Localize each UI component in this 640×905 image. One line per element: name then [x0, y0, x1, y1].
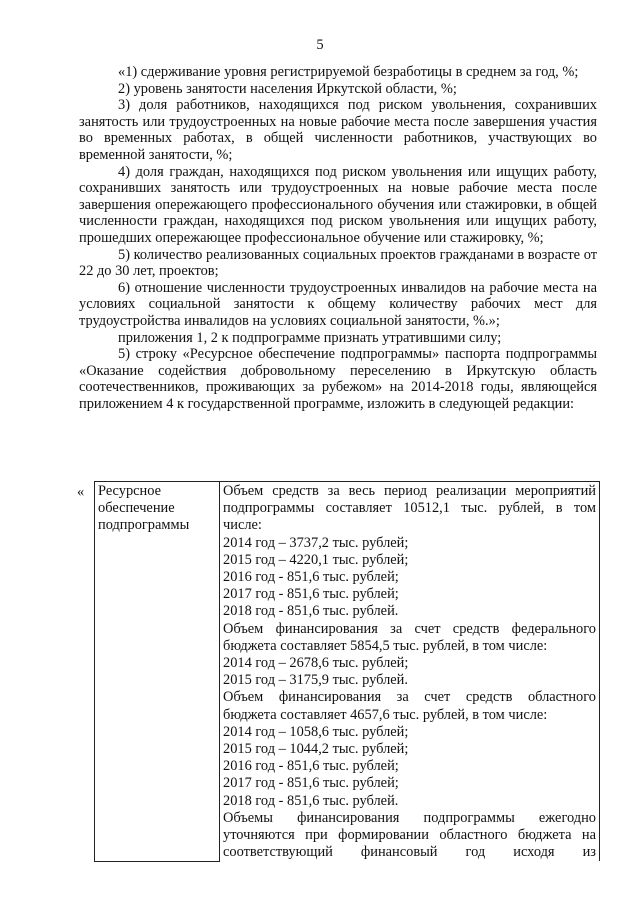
paragraph-indicator-4: 4) доля граждан, находящихся под риском увольнения или ищущих работу, сохранивших занятость или трудоустроенных на новые рабочие места после завершения опережающего профессионального обучения или стажировки, в общей численности граждан, находящихся под риском увольнения или ищущих работу, прошедших опережающее профессиональное обучение или стажировку, %;	[79, 163, 597, 246]
regional-year-line: 2014 год – 1058,6 тыс. рублей;	[223, 723, 409, 740]
row-label-cell: Ресурсное обеспечение подпрограммы	[95, 482, 220, 862]
page-number: 5	[316, 37, 324, 53]
row-content-cell	[220, 482, 600, 862]
federal-year-line: 2014 год – 2678,6 тыс. рублей;	[223, 655, 409, 672]
regional-year-line: 2015 год – 1044,2 тыс. рублей;	[223, 741, 409, 758]
total-year-line: 2016 год - 851,6 тыс. рублей;	[223, 569, 399, 586]
annual-adjustment-line: Объемы финансирования подпрограммы ежегодно	[223, 809, 596, 826]
document-body	[79, 64, 597, 412]
regional-year-line: 2018 год - 851,6 тыс. рублей.	[223, 792, 399, 809]
opening-quote-mark: «	[77, 484, 85, 500]
federal-funding-line: бюджета составляет 5854,5 тыс. рублей, в том числе:	[223, 637, 548, 654]
total-funding-line: числе:	[223, 517, 262, 534]
table-row	[95, 482, 600, 862]
paragraph-item-5: 5) строку «Ресурсное обеспечение подпрограммы» паспорта подпрограммы «Оказание содействия добровольному переселению в Иркутскую область соотечественников, проживающих за рубежом» на 2014-2018 годы, являющейся приложением 4 к государственной программе, изложить в следующей редакции:	[79, 346, 597, 412]
paragraph-appendices: приложения 1, 2 к подпрограмме признать утратившими силу;	[118, 329, 502, 346]
paragraph-indicator-1: «1) сдерживание уровня регистрируемой безработицы в среднем за год, %;	[118, 64, 579, 80]
regional-funding-line: Объем финансирования за счет средств областного	[223, 689, 596, 706]
federal-funding-line: Объем финансирования за счет средств федерального	[223, 620, 596, 637]
annual-adjustment-line: соответствующий финансовый год исходя из	[223, 844, 596, 861]
total-funding-line: подпрограммы составляет 10512,1 тыс. рублей, в том	[223, 500, 596, 517]
paragraph-indicator-3: 3) доля работников, находящихся под риском увольнения, сохранивших занятость или трудоустроенных на новые рабочие места после завершения участия во временных работах, в общей численности работников, участвующих во временной занятости, %;	[79, 97, 597, 163]
total-funding-line: Объем средств за весь период реализации мероприятий	[223, 483, 596, 499]
total-year-line: 2018 год - 851,6 тыс. рублей.	[223, 603, 399, 620]
total-year-line: 2017 год - 851,6 тыс. рублей;	[223, 586, 399, 603]
paragraph-indicator-5: 5) количество реализованных социальных проектов гражданами в возрасте от 22 до 30 лет, проектов;	[79, 246, 597, 280]
annual-adjustment-line: уточняются при формировании областного бюджета на	[223, 827, 596, 844]
regional-year-line: 2016 год - 851,6 тыс. рублей;	[223, 758, 399, 775]
total-year-line: 2015 год – 4220,1 тыс. рублей;	[223, 551, 409, 568]
paragraph-indicator-6: 6) отношение численности трудоустроенных инвалидов на рабочие места на условиях социальной занятости к общему количеству рабочих мест для трудоустройства инвалидов на условиях социальной занятости, %.»;	[79, 279, 597, 329]
regional-year-line: 2017 год - 851,6 тыс. рублей;	[223, 775, 399, 792]
regional-funding-line: бюджета составляет 4657,6 тыс. рублей, в том числе:	[223, 706, 548, 723]
paragraph-indicator-2: 2) уровень занятости населения Иркутской области, %;	[118, 80, 457, 97]
resource-provision-table	[94, 481, 600, 862]
federal-year-line: 2015 год – 3175,9 тыс. рублей.	[223, 672, 408, 689]
total-year-line: 2014 год – 3737,2 тыс. рублей;	[223, 534, 409, 551]
